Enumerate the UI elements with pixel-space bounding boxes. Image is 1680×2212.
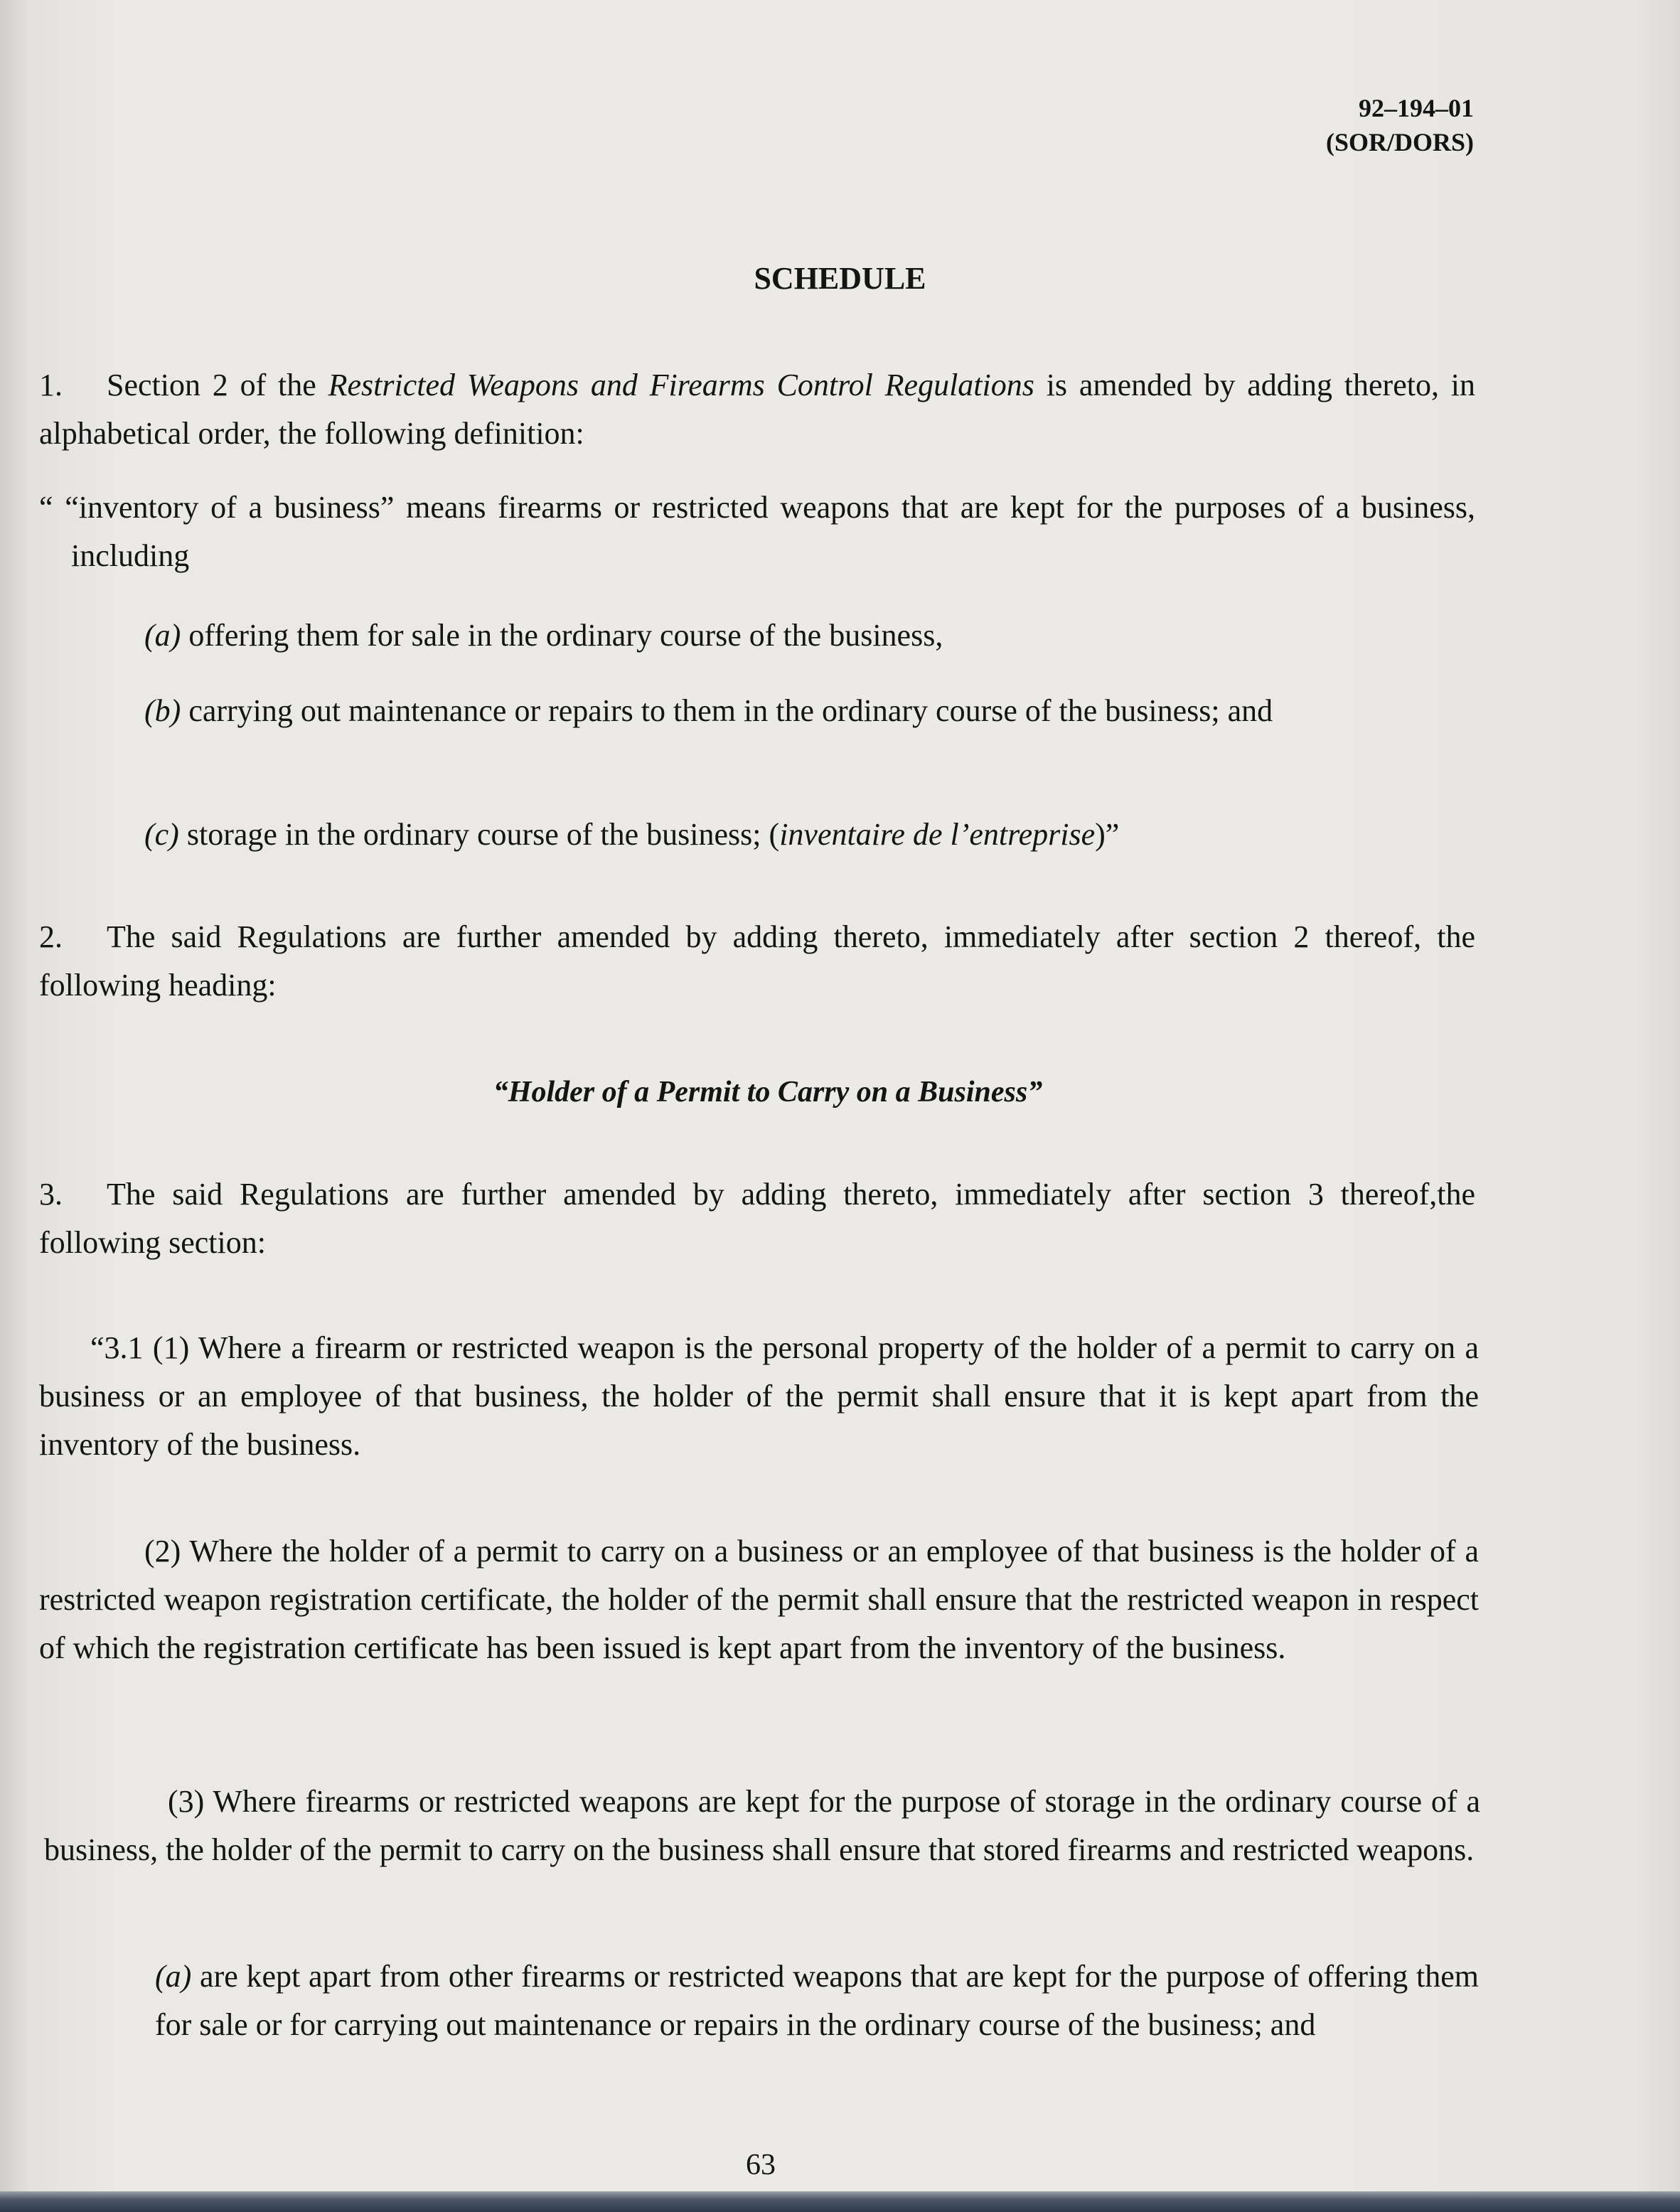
subsection-3-1-3: (3) Where firearms or restricted weapons are kept for the purpose of storage in the ordinary course of a business, the holder of the permit to carry on the business shall ensure that stored firearms and restricted weapons.	[44, 1784, 1480, 1867]
item-c-marker: (c)	[144, 817, 179, 852]
doc-type: (SOR/DORS)	[1325, 128, 1474, 156]
document-identifier	[1326, 91, 1474, 159]
item-a-marker: (a)	[144, 618, 181, 653]
item-a-text: offering them for sale in the ordinary course of the business,	[181, 618, 943, 653]
item-b-text: carrying out maintenance or repairs to them in the ordinary course of the business; and	[181, 693, 1273, 728]
section-3-number: 3.	[39, 1177, 63, 1212]
page-number: 63	[746, 2149, 776, 2181]
section-2-number: 2.	[39, 919, 63, 954]
definition-item-a	[144, 611, 1475, 660]
sub-item-a-text: are kept apart from other firearms or restricted weapons that are kept for the purpose of offering them for sale or for carrying out maintenance or repairs in the ordinary course of the business; and	[155, 1959, 1479, 2042]
item-b-marker: (b)	[144, 693, 181, 728]
section-2-text: The said Regulations are further amended by adding thereto, immediately after section 2 thereof, the following heading:	[39, 919, 1475, 1003]
doc-number: 92–194–01	[1359, 94, 1474, 122]
section-1-text-start: Section 2 of the	[107, 368, 328, 402]
subsection-3-1-3-item-a	[155, 1952, 1479, 2049]
section-1-number: 1.	[39, 368, 63, 402]
subsection-3-1-2: (2) Where the holder of a permit to carry on a business or an employee of that business is the holder of a restricted weapon registration certificate, the holder of the permit shall ensure that the restricted weapon in respect of which the registration certificate has been issued is kept apart from the inventory of the business.	[39, 1534, 1479, 1665]
item-c-closing: )”	[1095, 817, 1120, 852]
sub-item-a-marker: (a)	[155, 1959, 192, 1994]
permit-holder-subheading: “Holder of a Permit to Carry on a Business”	[493, 1076, 1043, 1108]
section-3-paragraph	[39, 1170, 1475, 1267]
schedule-heading: SCHEDULE	[754, 261, 926, 296]
section-2-paragraph	[39, 913, 1475, 1010]
item-c-text: storage in the ordinary course of the business; (	[178, 817, 780, 852]
section-3-text: The said Regulations are further amended by adding thereto, immediately after section 3 thereof,the following section:	[39, 1177, 1475, 1260]
french-term: inventaire de l’entreprise	[779, 817, 1096, 852]
subsection-3-1-1: “3.1 (1) Where a firearm or restricted weapon is the personal property of the holder of a permit to carry on a business or an employee of that business, the holder of the permit shall ensure that it is kept apart from the inventory of the business.	[39, 1330, 1479, 1462]
section-1-text-end: is amended by adding thereto, in alphabetical order, the following definition:	[39, 368, 1475, 451]
definition-item-c	[144, 811, 1475, 859]
section-1-paragraph	[39, 361, 1475, 458]
definition-paragraph: “ “inventory of a business” means firearms or restricted weapons that are kept for the purposes of a business, including	[39, 490, 1475, 573]
regulations-title: Restricted Weapons and Firearms Control Regulations	[328, 368, 1034, 402]
page-bottom-edge	[0, 2191, 1680, 2212]
definition-item-b	[144, 687, 1475, 735]
